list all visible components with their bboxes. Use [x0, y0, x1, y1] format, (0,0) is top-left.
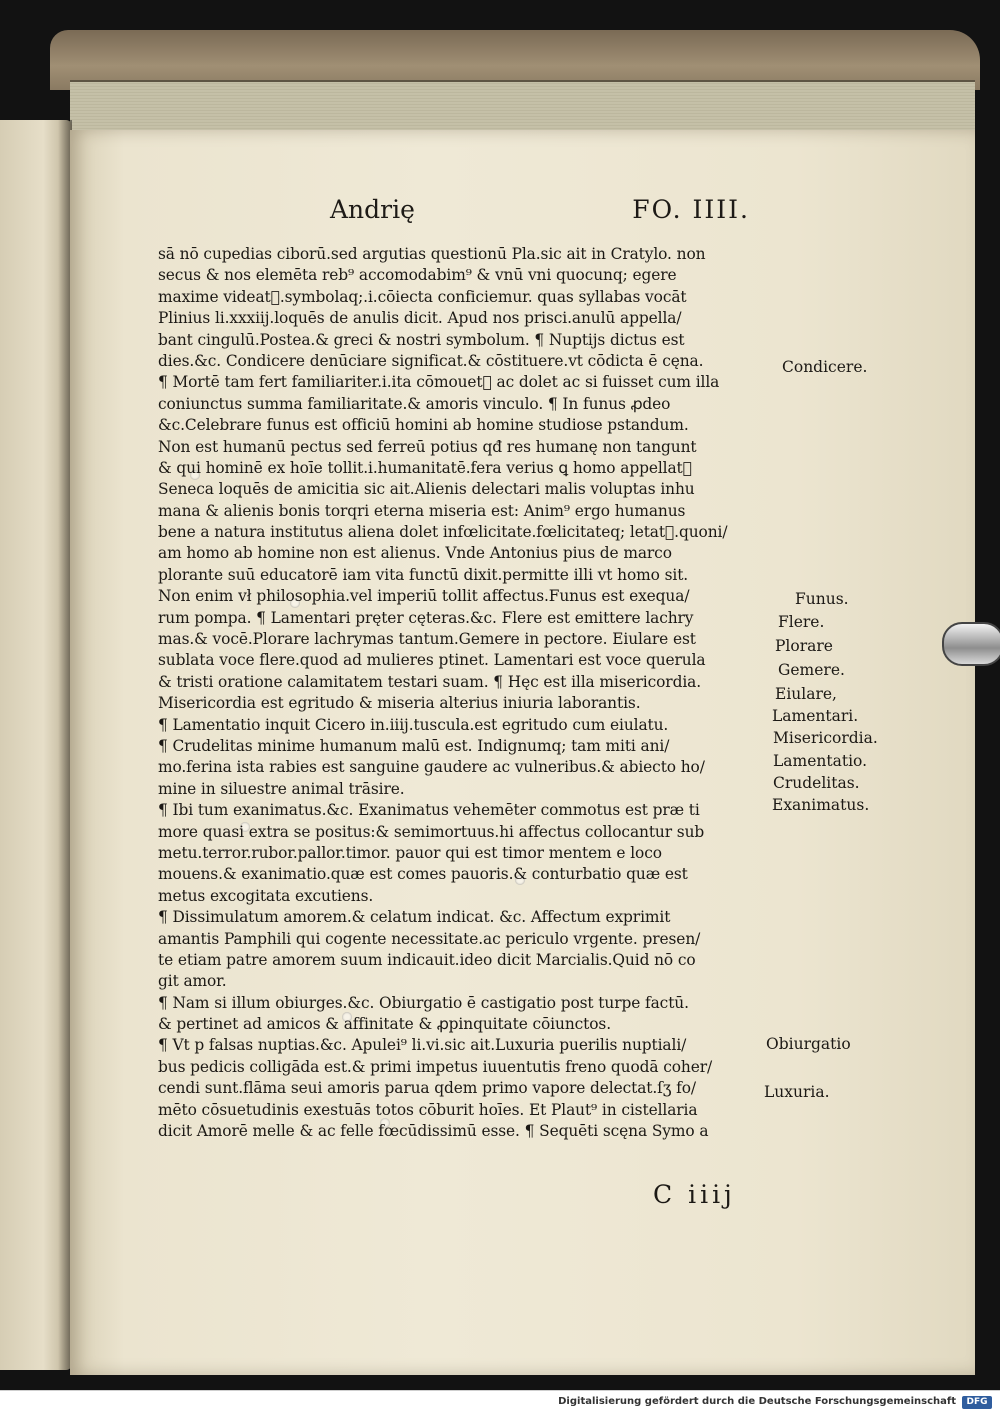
- text-line: ¶ Nam si illum obiurges.&c. Obiurgatio ē castigatio post turpe factū.: [158, 993, 689, 1012]
- text-line: metus excogitata excutiens.: [158, 886, 374, 905]
- text-line: sā nō cupedias ciborū.sed argutias questionū Pla.sic ait in Cratylo. non: [158, 245, 706, 263]
- text-line: maxime videatᷓ.symbolaq;.i.cōiecta conficiemur. quas syllabas vocāt: [158, 287, 687, 306]
- margin-note: Plorare: [775, 637, 833, 655]
- text-line: plorante suū educatorē iam vita functū dixit.permitte illi vt homo sit.: [158, 565, 689, 584]
- text-line: amantis Pamphili qui cogente necessitate.ac periculo vrgente. presen/: [158, 929, 701, 948]
- text-line: & tristi oratione calamitatem testari suam. ¶ Hęc est illa misericordia.: [158, 672, 702, 691]
- text-line: Seneca loquēs de amicitia sic ait.Alienis delectari malis voluptas inhu: [158, 480, 695, 499]
- running-head: [330, 195, 750, 229]
- signature-mark: C iiij: [653, 1180, 736, 1209]
- left-page: [0, 120, 72, 1370]
- text-line: mo.ferina ista rabies est sanguine gaudere ac vulneribus.& abiecto ho/: [158, 758, 705, 777]
- text-line: Non est humanū pectus sed ferreū potius qđ res humanę non tangunt: [158, 437, 697, 456]
- text-line: secus & nos elemēta reb⁹ accomodabim⁹ & vnū vni quocunq; egere: [158, 266, 677, 285]
- margin-note: Gemere.: [778, 661, 845, 679]
- margin-note: Misericordia.: [773, 729, 878, 747]
- margin-note: Funus.: [795, 590, 849, 608]
- text-line: ¶ Crudelitas minime humanum malū est. Indignumq; tam miti ani/: [158, 736, 670, 755]
- margin-note: Flere.: [778, 613, 825, 631]
- margin-note: Obiurgatio: [766, 1035, 851, 1053]
- text-line: ¶ Lamentatio inquit Cicero in.iiij.tuscula.est egritudo cum eiulatu.: [158, 715, 669, 734]
- text-line: mana & alienis bonis torqri eterna miseria est: Anim⁹ ergo humanus: [158, 501, 686, 520]
- text-line: dies.&c. Condicere denūciare significat.& cōstituere.vt cōdicta ē cęna.: [158, 351, 704, 370]
- margin-note: Crudelitas.: [773, 774, 860, 792]
- text-line: ¶ Dissimulatum amorem.& celatum indicat. &c. Affectum exprimit: [158, 908, 671, 927]
- text-line: & qui hominē ex hoīe tollit.i.humanitatē.fera verius ꝗ homo appellatᷓ: [158, 458, 692, 477]
- text-line: metu.terror.rubor.pallor.timor. pauor qui est timor mentem e loco: [158, 843, 662, 862]
- text-line: am homo ab homine non est alienus. Vnde Antonius pius de marco: [158, 544, 672, 563]
- text-line: te etiam patre amorem suum indicauit.ideo dicit Marcialis.Quid nō co: [158, 950, 696, 969]
- text-line: bus pedicis colligāda est.& primi impetus iuuentutis freno quodā coher/: [158, 1057, 713, 1076]
- margin-note: Luxuria.: [764, 1083, 830, 1101]
- running-title: Andrię: [330, 195, 415, 224]
- text-line: dicit Amorē melle & ac felle fœcūdissimū esse. ¶ Sequēti scęna Symo a: [158, 1122, 709, 1141]
- margin-note: Lamentatio.: [773, 752, 868, 770]
- margin-note: Condicere.: [782, 358, 868, 376]
- book-clasp: [942, 622, 1000, 666]
- text-line: ¶ Vt p falsas nuptias.&c. Apulei⁹ li.vi.sic ait.Luxuria puerilis nuptiali/: [158, 1036, 687, 1055]
- text-line: mēto cōsuetudinis exestuās totos cōburit hoīes. Et Plaut⁹ in cistellaria: [158, 1100, 698, 1119]
- text-line: ¶ Ibi tum exanimatus.&c. Exanimatus vehemēter commotus est præ ti: [158, 801, 700, 820]
- text-line: bene a natura institutus aliena dolet infœlicitate.fœlicitateq; letatᷓ.quoni/: [158, 523, 728, 542]
- text-line: Plinius li.xxxiij.loquēs de anulis dicit. Apud nos prisci.anulū appella/: [158, 309, 682, 328]
- text-line: mouens.& exanimatio.quæ est comes pauoris.& conturbatio quæ est: [158, 865, 688, 884]
- text-line: rum pompa. ¶ Lamentari pręter cęteras.&c. Flere est emittere lachry: [158, 608, 694, 627]
- text-line: ¶ Mortē tam fert familiariter.i.ita cōmouetᷓ ac dolet ac si fuisset cum illa: [158, 373, 720, 392]
- margin-note: Eiulare,: [775, 685, 837, 703]
- dfg-logo: DFG: [962, 1396, 992, 1409]
- text-line: & pertinet ad amicos & affinitate & ꝓpinquitate cōiunctos.: [158, 1015, 611, 1034]
- text-line: Non enim vł philosophia.vel imperiū tollit affectus.Funus est exequa/: [158, 587, 690, 606]
- text-line: coniunctus summa familiaritate.& amoris vinculo. ¶ In funus ꝓdeo: [158, 394, 671, 413]
- text-line: git amor.: [158, 972, 227, 991]
- margin-note: Lamentari.: [772, 707, 859, 725]
- text-line: cendi sunt.flāma seui amoris parua qdem primo vapore delectat.ſʒ fo/: [158, 1079, 696, 1098]
- text-line: sublata voce flere.quod ad mulieres ptinet. Lamentari est voce querula: [158, 651, 706, 670]
- footer-bar: [0, 1390, 1000, 1414]
- text-line: Misericordia est egritudo & miseria alterius iniuria laborantis.: [158, 694, 641, 713]
- text-line: bant cingulū.Postea.& greci & nostri symbolum. ¶ Nuptijs dictus est: [158, 330, 685, 349]
- text-line: mas.& vocē.Plorare lachrymas tantum.Gemere in pectore. Eiulare est: [158, 630, 696, 649]
- margin-note: Exanimatus.: [772, 796, 870, 814]
- funding-credit: Digitalisierung gefördert durch die Deutsche Forschungsgemeinschaft: [558, 1396, 956, 1407]
- text-line: &c.Celebrare funus est officiū homini ab homine studiose pstandum.: [158, 416, 689, 435]
- body-text: [158, 244, 770, 1142]
- text-line: mine in siluestre animal trāsire.: [158, 779, 405, 798]
- folio-number: FO. IIII.: [632, 195, 750, 224]
- text-line: more quasi extra se positus:& semimortuus.hi affectus collocantur sub: [158, 822, 705, 841]
